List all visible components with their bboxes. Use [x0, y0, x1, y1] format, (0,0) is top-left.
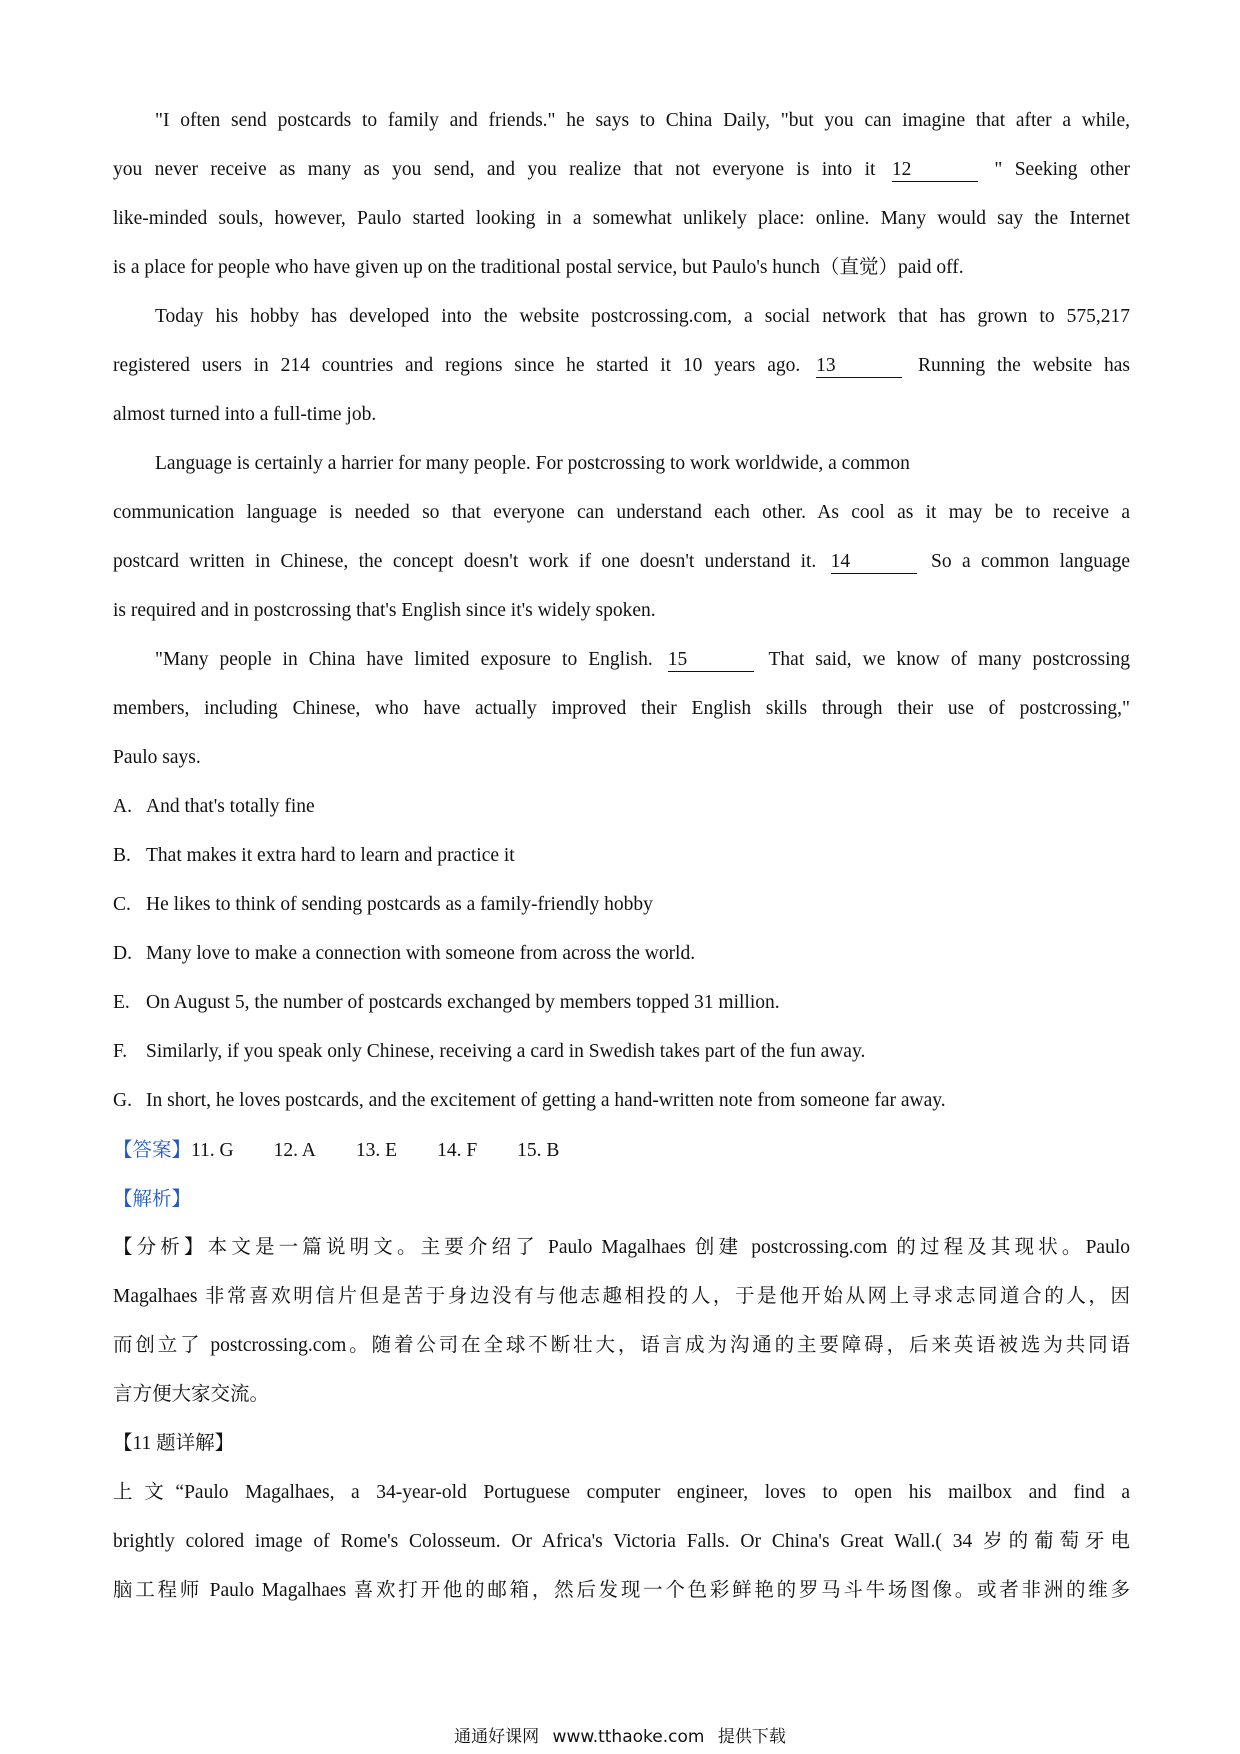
answer-item: 14. F: [437, 1140, 478, 1161]
footer-brand: 通通好课网: [454, 1727, 540, 1747]
option-text: In short, he loves postcards, and the excitement of getting a hand-written note from someone far away.: [146, 1090, 946, 1111]
option-text: That makes it extra hard to learn and practice it: [146, 845, 515, 866]
fenxi-line4: 言方便大家交流。: [113, 1384, 270, 1405]
answer-item: 11. G: [191, 1140, 234, 1161]
para4-line1-text: "Many people in China have limited exposure to English.: [155, 649, 653, 670]
fenxi-line3: 而创立了 postcrossing.com。随着公司在全球不断壮大，语言成为沟通的主要障碍，后来英语被选为共同语: [113, 1335, 1130, 1356]
document-page: [113, 96, 1130, 1615]
answer-item: 13. E: [355, 1140, 398, 1161]
blank-15: 15: [668, 649, 754, 672]
option-letter: E.: [113, 992, 130, 1013]
option-letter: B.: [113, 845, 131, 866]
option-text: Similarly, if you speak only Chinese, receiving a card in Swedish takes part of the fun away.: [146, 1041, 866, 1062]
analysis-label: 【解析】: [113, 1187, 192, 1210]
option-letter: G.: [113, 1090, 132, 1111]
option-b: [113, 831, 1130, 880]
para1-line1: "I often send postcards to family and friends." he says to China Daily, "but you can imagine that after a while,: [155, 110, 1130, 131]
q11-line3: 脑工程师 Paulo Magalhaes 喜欢打开他的邮箱，然后发现一个色彩鲜艳的罗马斗牛场图像。或者非洲的维多: [113, 1580, 1130, 1601]
footer-url[interactable]: www.tthaoke.com: [552, 1727, 705, 1747]
para2-line2-tail: Running the website has: [917, 355, 1131, 376]
para1-line3: like-minded souls, however, Paulo started looking in a somewhat unlikely place: online. Many would say the Internet: [113, 208, 1130, 229]
para4-line3: Paulo says.: [113, 747, 201, 768]
para3-line3: [113, 537, 1130, 586]
para3-line3-text: postcard written in Chinese, the concept doesn't work if one doesn't understand it.: [113, 551, 817, 572]
para4-line1-tail: That said, we know of many postcrossing: [768, 649, 1130, 670]
para2-line2-text: registered users in 214 countries and regions since he started it 10 years ago.: [113, 355, 801, 376]
para3-line3-tail: So a common language: [931, 551, 1131, 572]
answer-label: 【答案】: [113, 1138, 192, 1161]
page-footer: [0, 1722, 1240, 1747]
para3-line4: is required and in postcrossing that's English since it's widely spoken.: [113, 600, 656, 621]
blank-13: 13: [816, 355, 902, 378]
option-letter: D.: [113, 943, 132, 964]
q11-line2: brightly colored image of Rome's Colosseum. Or Africa's Victoria Falls. Or China's Great Wall.( 34 岁的葡萄牙电: [113, 1531, 1130, 1552]
option-letter: F.: [113, 1041, 128, 1062]
para1-line2-text: you never receive as many as you send, and you realize that not everyone is into it: [113, 159, 876, 180]
para4-line1: [113, 635, 1130, 684]
answer-item: 12. A: [273, 1140, 316, 1161]
para4-line2: members, including Chinese, who have actually improved their English skills through their use of postcrossing,": [113, 698, 1130, 719]
q11-label: 【11 题详解】: [113, 1433, 235, 1454]
q11-line1: 上文“Paulo Magalhaes, a 34-year-old Portuguese computer engineer, loves to open his mailbox and find a: [113, 1482, 1130, 1503]
para1-line4: is a place for people who have given up on the traditional postal service, but Paulo's hunch（直觉）paid off.: [113, 257, 964, 278]
footer-suffix: 提供下载: [717, 1727, 786, 1747]
option-d: [113, 929, 1130, 978]
option-g: [113, 1076, 1130, 1125]
para3-line2: communication language is needed so that everyone can understand each other. As cool as it may be to receive a: [113, 502, 1130, 523]
option-f: [113, 1027, 1130, 1076]
option-letter: A.: [113, 796, 132, 817]
para1-line2: [113, 145, 1130, 194]
option-c: [113, 880, 1130, 929]
para2-line2: [113, 341, 1130, 390]
option-text: On August 5, the number of postcards exchanged by members topped 31 million.: [146, 992, 780, 1013]
option-letter: C.: [113, 894, 131, 915]
para2-line3: almost turned into a full-time job.: [113, 404, 377, 425]
para3-line1: Language is certainly a harrier for many people. For postcrossing to work worldwide, a common: [155, 453, 910, 474]
fenxi-line1: 【分析】本文是一篇说明文。主要介绍了 Paulo Magalhaes 创建 postcrossing.com 的过程及其现状。Paulo: [113, 1237, 1130, 1258]
option-e: [113, 978, 1130, 1027]
option-a: [113, 782, 1130, 831]
answer-item: 15. B: [517, 1140, 560, 1161]
option-text: And that's totally fine: [146, 796, 315, 817]
para2-line1: Today his hobby has developed into the website postcrossing.com, a social network that has grown to 575,217: [155, 306, 1130, 327]
option-text: Many love to make a connection with someone from across the world.: [146, 943, 696, 964]
blank-12: 12: [892, 159, 978, 182]
fenxi-line2: Magalhaes 非常喜欢明信片但是苦于身边没有与他志趣相投的人，于是他开始从网上寻求志同道合的人，因: [113, 1286, 1130, 1307]
para1-line2-tail: " Seeking other: [994, 159, 1131, 180]
option-text: He likes to think of sending postcards as a family-friendly hobby: [146, 894, 653, 915]
answer-row: [113, 1125, 1130, 1174]
blank-14: 14: [831, 551, 917, 574]
